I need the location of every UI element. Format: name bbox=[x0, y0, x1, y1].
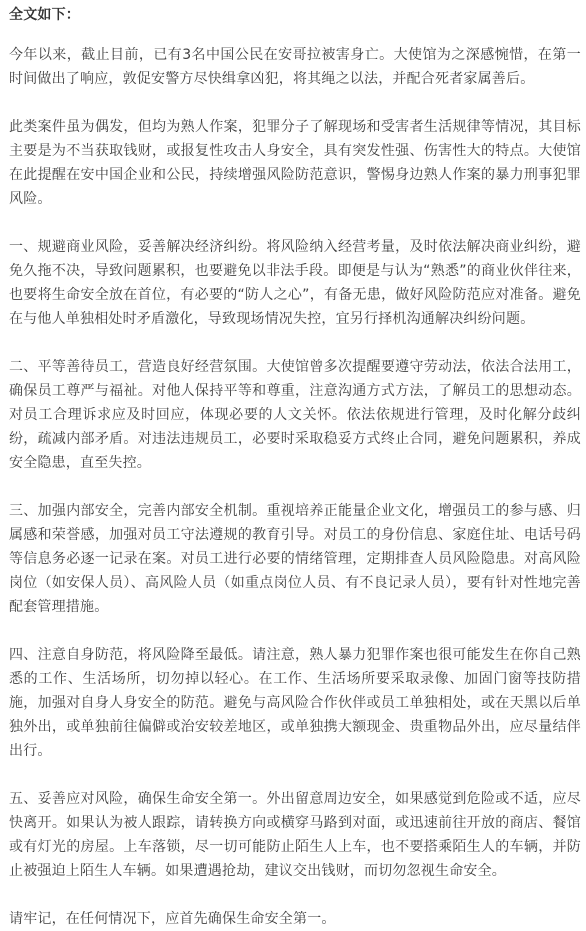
paragraph-closing: 请牢记，在任何情况下，应首先确保生命安全第一。 bbox=[9, 911, 336, 927]
paragraph-case-nature: 此类案件虽为偶发，但均为熟人作案，犯罪分子了解现场和受害者生活规律等情况，其目标主要是为不当获取钱财，或报复性攻击人身安全，具有突发性强、伤害性大的特点。大使馆在此提醒在安中国企业和公民，持续增强风险防范意识，警惕身边熟人作案的暴力刑事犯罪风险。 bbox=[9, 119, 581, 207]
paragraph-item-5: 五、妥善应对风险，确保生命安全第一。外出留意周边安全，如果感觉到危险或不适，应尽快离开。如果认为被人跟踪，请转换方向或横穿马路到对面，或迅速前往开放的商店、餐馆或有灯光的房屋。上车落锁，尽一切可能防止陌生人上车，也不要搭乘陌生人的车辆，并防止被强迫上陌生人车辆。如果遭遇抢劫，建议交出钱财，而切勿忽视生命安全。 bbox=[9, 791, 581, 879]
paragraph-item-1: 一、规避商业风险，妥善解决经济纠纷。将风险纳入经营考量，及时依法解决商业纠纷，避免久拖不决，导致问题累积，也要避免以非法手段。即便是与认为“熟悉”的商业伙伴往来，也要将生命安全放在首位，有必要的“防人之心”，有备无患，做好风险防范应对准备。避免在与他人单独相处时矛盾激化，导致现场情况失控，宜另行择机沟通解决纠纷问题。 bbox=[9, 239, 581, 327]
paragraph-item-4: 四、注意自身防范，将风险降至最低。请注意，熟人暴力犯罪作案也很可能发生在你自己熟悉的工作、生活场所，切勿掉以轻心。在工作、生活场所要采取录像、加固门窗等技防措施，加强对自身人身安全的防范。避免与高风险合作伙伴或员工单独相处，或在天黑以后单独外出，或单独前往偏僻或治安较差地区，或单独携大额现金、贵重物品外出，应尽量结伴出行。 bbox=[9, 647, 581, 759]
section-heading: 全文如下： bbox=[9, 7, 80, 23]
paragraph-item-3: 三、加强内部安全，完善内部安全机制。重视培养正能量企业文化，增强员工的参与感、归属感和荣誉感，加强对员工守法遵规的教育引导。对员工的身份信息、家庭住址、电话号码等信息务必逐一记录在案。对员工进行必要的情绪管理，定期排查人员风险隐患。对高风险岗位（如安保人员）、高风险人员（如重点岗位人员、有不良记录人员），要有针对性地完善配套管理措施。 bbox=[9, 503, 581, 615]
article-body bbox=[9, 0, 581, 931]
paragraph-intro: 今年以来，截止目前，已有3名中国公民在安哥拉被害身亡。大使馆为之深感惋惜，在第一时间做出了响应，敦促安警方尽快缉拿凶犯，将其绳之以法，并配合死者家属善后。 bbox=[9, 47, 581, 87]
paragraph-item-2: 二、平等善待员工，营造良好经营氛围。大使馆曾多次提醒要遵守劳动法，依法合法用工，确保员工尊严与福祉。对他人保持平等和尊重，注意沟通方式方法，了解员工的思想动态。对员工合理诉求应及时回应，体现必要的人文关怀。依法依规进行管理，及时化解分歧纠纷，疏减内部矛盾。对违法违规员工，必要时采取稳妥方式终止合同，避免问题累积，养成安全隐患，直至失控。 bbox=[9, 359, 581, 471]
